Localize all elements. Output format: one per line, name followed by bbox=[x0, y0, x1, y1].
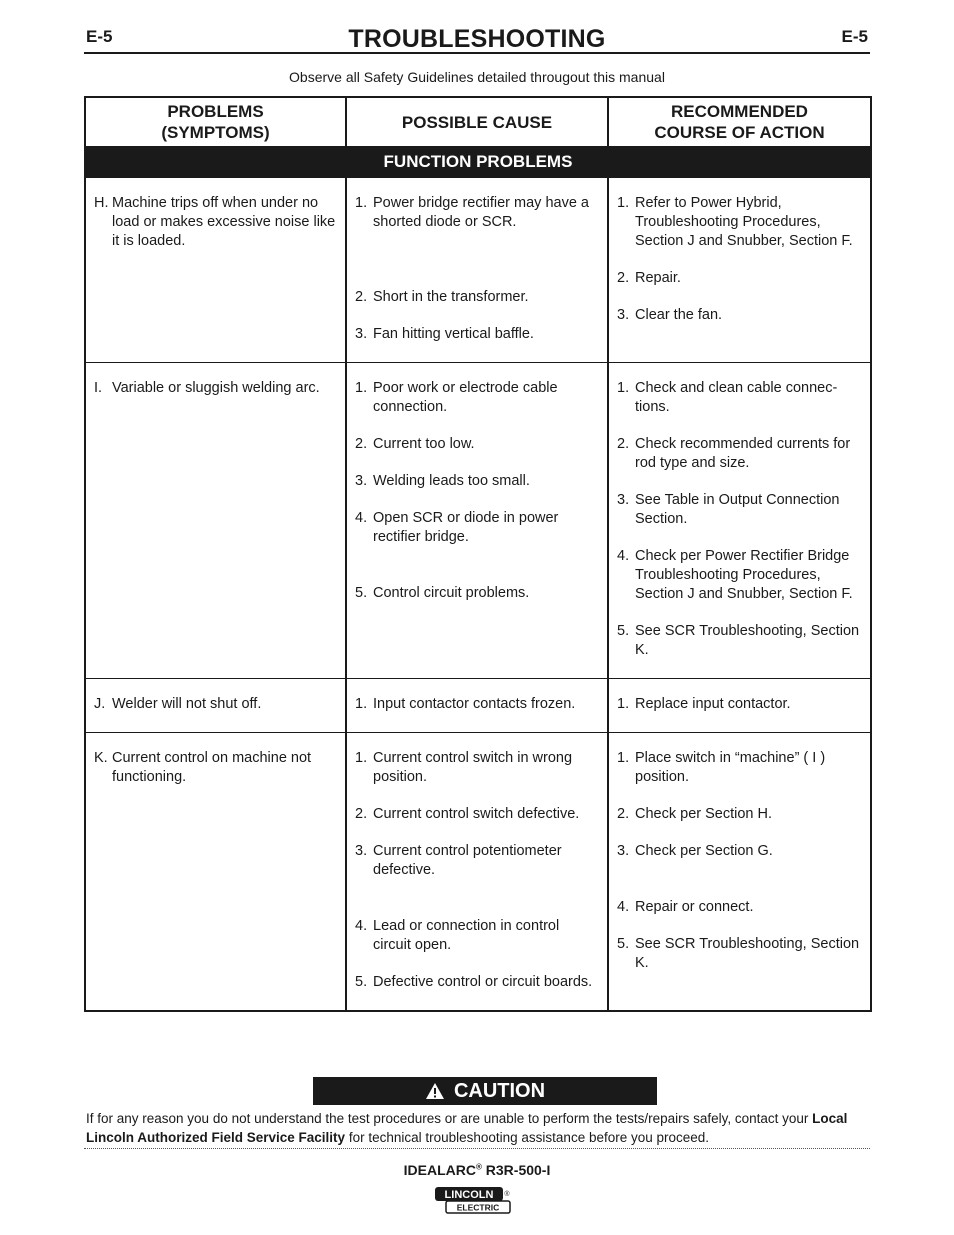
lincoln-electric-logo bbox=[434, 1186, 512, 1214]
item-text: Repair or connect. bbox=[635, 899, 754, 915]
logo-reg: ® bbox=[504, 1191, 510, 1198]
troubleshooting-table bbox=[84, 96, 872, 1012]
cause-item bbox=[355, 194, 601, 232]
caution-text-before: If for any reason you do not understand the test procedures or are unable to perform the tests/repairs safely, contact your bbox=[86, 1111, 813, 1126]
cause-item bbox=[355, 379, 601, 417]
item-number: 1. bbox=[355, 750, 368, 766]
footer-model bbox=[0, 1162, 954, 1178]
table-row bbox=[85, 679, 871, 733]
item-text: Lead or connection in control circuit open. bbox=[373, 918, 560, 953]
item-text: Fan hitting vertical baffle. bbox=[373, 326, 534, 342]
item-number: 3. bbox=[617, 307, 630, 323]
item-text: Defective control or circuit boards. bbox=[373, 974, 593, 990]
problem-letter: K. bbox=[94, 750, 108, 766]
item-number: 1. bbox=[617, 750, 630, 766]
item-text: Welding leads too small. bbox=[373, 473, 530, 489]
action-item bbox=[617, 695, 864, 714]
item-number: 1. bbox=[617, 380, 630, 396]
cause-item bbox=[355, 695, 601, 714]
cause-cell bbox=[346, 679, 608, 733]
item-number: 1. bbox=[617, 696, 630, 712]
title-rule bbox=[84, 52, 870, 54]
header-action bbox=[608, 97, 871, 147]
problem-cell bbox=[85, 679, 346, 733]
problem-item bbox=[94, 695, 339, 714]
item-text: Open SCR or diode in power rectifier bridge. bbox=[373, 510, 559, 545]
cause-item bbox=[355, 288, 601, 307]
item-number: 4. bbox=[617, 899, 630, 915]
item-text: See SCR Troubleshooting, Section K. bbox=[635, 623, 860, 658]
action-item bbox=[617, 622, 864, 660]
header-action-line2: COURSE OF ACTION bbox=[654, 123, 825, 142]
caution-banner bbox=[313, 1077, 657, 1105]
table-row bbox=[85, 733, 871, 1012]
item-number: 2. bbox=[355, 436, 368, 452]
table-row bbox=[85, 363, 871, 679]
cause-item bbox=[355, 325, 601, 344]
item-text: Current control switch defective. bbox=[373, 806, 580, 822]
item-text: Power bridge rectifier may have a shorted diode or SCR. bbox=[373, 195, 589, 230]
problem-item bbox=[94, 749, 339, 787]
item-number: 3. bbox=[355, 473, 368, 489]
page-code-right: E-5 bbox=[841, 27, 868, 46]
problem-item bbox=[94, 379, 339, 398]
cause-item bbox=[355, 973, 601, 992]
item-text: See SCR Troubleshooting, Section K. bbox=[635, 936, 860, 971]
item-number: 4. bbox=[355, 510, 368, 526]
caution-text bbox=[86, 1109, 876, 1147]
item-number: 3. bbox=[617, 492, 630, 508]
item-text: Place switch in “machine” ( I ) position. bbox=[635, 750, 826, 785]
cause-item bbox=[355, 472, 601, 491]
section-title: FUNCTION PROBLEMS bbox=[85, 147, 871, 177]
cause-item bbox=[355, 435, 601, 454]
item-text: See Table in Output Connection Section. bbox=[635, 492, 840, 527]
item-number: 2. bbox=[355, 289, 368, 305]
problem-cell bbox=[85, 363, 346, 679]
action-item bbox=[617, 898, 864, 917]
item-text: Replace input contactor. bbox=[635, 696, 791, 712]
item-number: 5. bbox=[617, 623, 630, 639]
action-cell bbox=[608, 177, 871, 363]
caution-label: CAUTION bbox=[453, 1079, 546, 1102]
item-number: 4. bbox=[617, 548, 630, 564]
action-cell bbox=[608, 363, 871, 679]
header-cause: POSSIBLE CAUSE bbox=[346, 97, 608, 147]
item-text: Control circuit problems. bbox=[373, 585, 530, 601]
action-item bbox=[617, 379, 864, 417]
footer-model-prefix: IDEALARC bbox=[403, 1162, 476, 1178]
action-item bbox=[617, 805, 864, 824]
item-text: Check per Section G. bbox=[635, 843, 773, 859]
safety-subtitle: Observe all Safety Guidelines detailed througout this manual bbox=[289, 69, 665, 85]
item-number: 1. bbox=[355, 195, 368, 211]
item-number: 1. bbox=[355, 696, 368, 712]
item-text: Short in the transformer. bbox=[373, 289, 529, 305]
action-item bbox=[617, 435, 864, 473]
action-item bbox=[617, 491, 864, 529]
header-problems-line2: (SYMPTOMS) bbox=[161, 123, 270, 142]
cause-item bbox=[355, 805, 601, 824]
logo-line1: LINCOLN bbox=[444, 1189, 494, 1201]
item-number: 3. bbox=[355, 843, 368, 859]
item-text: Current too low. bbox=[373, 436, 475, 452]
action-item bbox=[617, 547, 864, 604]
page-code-left: E-5 bbox=[86, 27, 113, 46]
problem-letter: I. bbox=[94, 380, 103, 396]
cause-item bbox=[355, 584, 601, 603]
problem-letter: H. bbox=[94, 195, 109, 211]
item-number: 5. bbox=[355, 585, 368, 601]
item-text: Current control switch in wrong position. bbox=[373, 750, 573, 785]
registered-mark: ® bbox=[475, 1162, 482, 1172]
action-cell bbox=[608, 679, 871, 733]
caution-text-after: for technical troubleshooting assistance before you proceed. bbox=[345, 1130, 710, 1145]
item-number: 2. bbox=[355, 806, 368, 822]
page-title: TROUBLESHOOTING bbox=[348, 25, 606, 53]
dotted-rule bbox=[84, 1148, 870, 1149]
item-text: Refer to Power Hybrid, Troubleshooting Procedures, Section J and Snubber, Section F. bbox=[635, 195, 853, 249]
item-number: 3. bbox=[617, 843, 630, 859]
cause-item bbox=[355, 749, 601, 787]
problem-text: Welder will not shut off. bbox=[112, 696, 262, 712]
action-item bbox=[617, 194, 864, 251]
item-number: 1. bbox=[355, 380, 368, 396]
problem-text: Machine trips off when under no load or makes excessive noise like it is loaded. bbox=[112, 195, 336, 249]
item-text: Input contactor contacts frozen. bbox=[373, 696, 576, 712]
cause-cell bbox=[346, 177, 608, 363]
cause-item bbox=[355, 917, 601, 955]
section-header-row bbox=[85, 147, 871, 177]
item-number: 3. bbox=[355, 326, 368, 342]
problem-text: Current control on machine not functioning. bbox=[112, 750, 312, 785]
table-row bbox=[85, 177, 871, 363]
item-text: Clear the fan. bbox=[635, 307, 723, 323]
item-number: 2. bbox=[617, 436, 630, 452]
item-text: Check and clean cable connec- tions. bbox=[635, 380, 838, 415]
action-item bbox=[617, 749, 864, 787]
item-number: 4. bbox=[355, 918, 368, 934]
item-text: Current control potentiometer defective. bbox=[373, 843, 562, 878]
problem-cell bbox=[85, 177, 346, 363]
item-number: 2. bbox=[617, 270, 630, 286]
action-cell bbox=[608, 733, 871, 1012]
item-text: Check recommended currents for rod type and size. bbox=[635, 436, 851, 471]
logo-line2: ELECTRIC bbox=[456, 1202, 500, 1213]
header-problems bbox=[85, 97, 346, 147]
footer-model-suffix: R3R-500-I bbox=[481, 1162, 551, 1178]
problem-letter: J. bbox=[94, 696, 106, 712]
header-action-line1: RECOMMENDED bbox=[671, 102, 808, 121]
item-number: 5. bbox=[355, 974, 368, 990]
caution-text-bold: Local Lincoln Authorized Field Service Facility bbox=[86, 1111, 848, 1145]
item-text: Check per Section H. bbox=[635, 806, 773, 822]
item-number: 2. bbox=[617, 806, 630, 822]
item-text: Repair. bbox=[635, 270, 681, 286]
action-item bbox=[617, 842, 864, 861]
action-item bbox=[617, 306, 864, 325]
item-number: 5. bbox=[617, 936, 630, 952]
action-item bbox=[617, 269, 864, 288]
table-header-row bbox=[85, 97, 871, 147]
problem-text: Variable or sluggish welding arc. bbox=[112, 380, 320, 396]
cause-item bbox=[355, 509, 601, 547]
cause-item bbox=[355, 842, 601, 880]
item-text: Check per Power Rectifier Bridge Troubleshooting Procedures, Section J and Snubber, Section F. bbox=[635, 548, 853, 602]
problem-item bbox=[94, 194, 339, 251]
action-item bbox=[617, 935, 864, 973]
item-number: 1. bbox=[617, 195, 630, 211]
warning-triangle-icon bbox=[425, 1082, 445, 1100]
cause-cell bbox=[346, 733, 608, 1012]
cause-cell bbox=[346, 363, 608, 679]
problem-cell bbox=[85, 733, 346, 1012]
item-text: Poor work or electrode cable connection. bbox=[373, 380, 558, 415]
header-problems-line1: PROBLEMS bbox=[167, 102, 264, 121]
